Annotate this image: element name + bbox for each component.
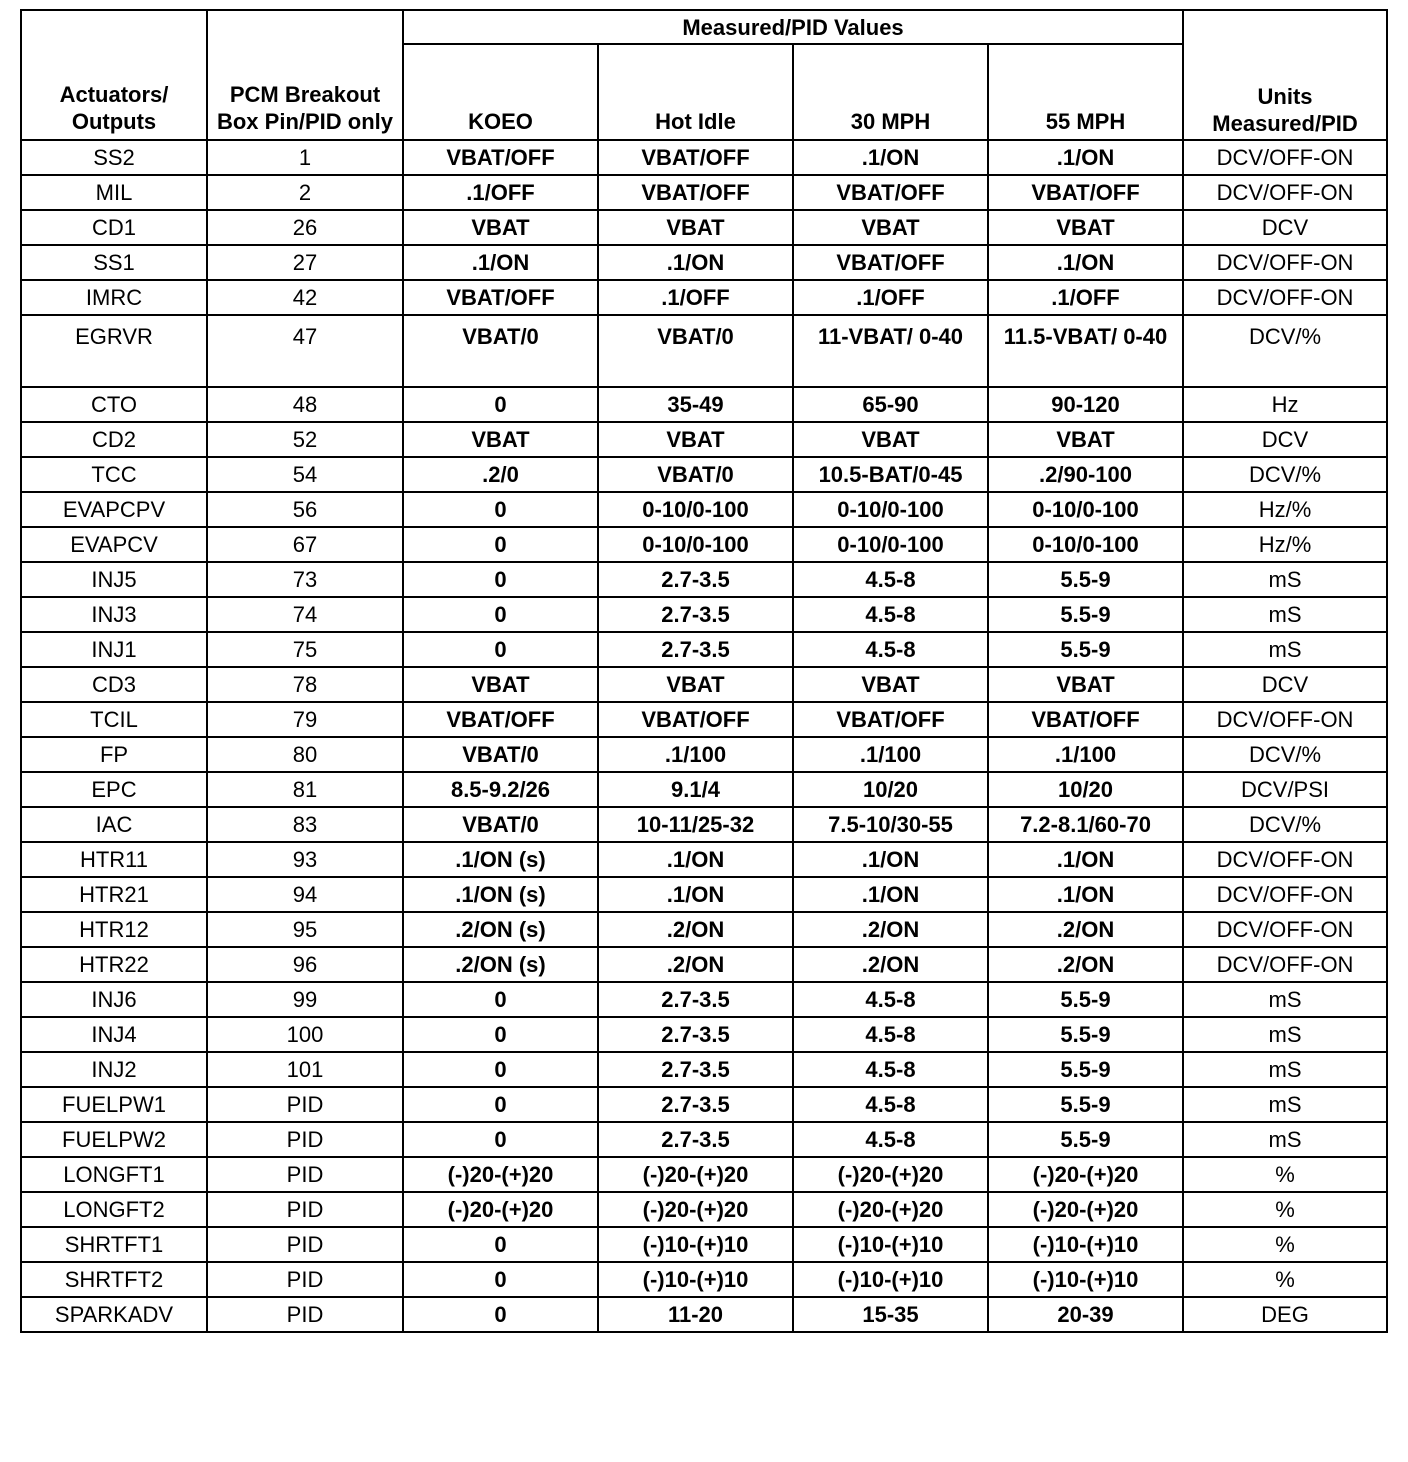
cell-55-mph: .2/ON bbox=[988, 912, 1183, 947]
cell-hot-idle: VBAT bbox=[598, 667, 793, 702]
cell-units: mS bbox=[1183, 1052, 1387, 1087]
cell-koeo: VBAT/0 bbox=[403, 737, 598, 772]
cell-30-mph: (-)20-(+)20 bbox=[793, 1192, 988, 1227]
cell-hot-idle: .1/OFF bbox=[598, 280, 793, 315]
cell-30-mph: (-)20-(+)20 bbox=[793, 1157, 988, 1192]
cell-units: mS bbox=[1183, 1087, 1387, 1122]
cell-hot-idle: .2/ON bbox=[598, 947, 793, 982]
table-row bbox=[21, 1052, 1387, 1087]
cell-55-mph: (-)10-(+)10 bbox=[988, 1262, 1183, 1297]
cell-hot-idle: VBAT/OFF bbox=[598, 175, 793, 210]
cell-pin: 67 bbox=[207, 527, 403, 562]
cell-55-mph: 5.5-9 bbox=[988, 1017, 1183, 1052]
cell-hot-idle: 11-20 bbox=[598, 1297, 793, 1332]
table-row bbox=[21, 1262, 1387, 1297]
cell-hot-idle: 2.7-3.5 bbox=[598, 982, 793, 1017]
cell-hot-idle: 2.7-3.5 bbox=[598, 1052, 793, 1087]
cell-koeo: VBAT bbox=[403, 210, 598, 245]
cell-actuator: HTR22 bbox=[21, 947, 207, 982]
cell-55-mph: VBAT bbox=[988, 667, 1183, 702]
cell-pin: PID bbox=[207, 1262, 403, 1297]
cell-30-mph: 4.5-8 bbox=[793, 597, 988, 632]
cell-koeo: .1/OFF bbox=[403, 175, 598, 210]
table-row bbox=[21, 562, 1387, 597]
cell-koeo: VBAT/0 bbox=[403, 315, 598, 387]
cell-30-mph: 10/20 bbox=[793, 772, 988, 807]
cell-koeo: 0 bbox=[403, 1122, 598, 1157]
cell-koeo: VBAT/OFF bbox=[403, 702, 598, 737]
cell-units: DCV/% bbox=[1183, 315, 1387, 387]
cell-hot-idle: .1/ON bbox=[598, 877, 793, 912]
cell-actuator: INJ6 bbox=[21, 982, 207, 1017]
cell-hot-idle: 2.7-3.5 bbox=[598, 1017, 793, 1052]
cell-30-mph: 4.5-8 bbox=[793, 982, 988, 1017]
cell-koeo: 0 bbox=[403, 562, 598, 597]
table-row bbox=[21, 210, 1387, 245]
cell-actuator: HTR21 bbox=[21, 877, 207, 912]
cell-55-mph: 5.5-9 bbox=[988, 982, 1183, 1017]
cell-hot-idle: VBAT/0 bbox=[598, 315, 793, 387]
cell-pin: PID bbox=[207, 1087, 403, 1122]
table-row bbox=[21, 1227, 1387, 1262]
header-pin: PCM Breakout Box Pin/PID only bbox=[207, 10, 403, 140]
cell-hot-idle: (-)20-(+)20 bbox=[598, 1192, 793, 1227]
cell-actuator: LONGFT2 bbox=[21, 1192, 207, 1227]
cell-hot-idle: 2.7-3.5 bbox=[598, 1122, 793, 1157]
cell-hot-idle: VBAT/OFF bbox=[598, 702, 793, 737]
cell-units: DCV/PSI bbox=[1183, 772, 1387, 807]
cell-hot-idle: 10-11/25-32 bbox=[598, 807, 793, 842]
cell-hot-idle: 2.7-3.5 bbox=[598, 562, 793, 597]
header-units: Units Measured/PID bbox=[1183, 10, 1387, 140]
cell-30-mph: .1/100 bbox=[793, 737, 988, 772]
cell-hot-idle: 0-10/0-100 bbox=[598, 527, 793, 562]
cell-55-mph: .1/100 bbox=[988, 737, 1183, 772]
cell-pin: 47 bbox=[207, 315, 403, 387]
cell-koeo: 0 bbox=[403, 982, 598, 1017]
cell-pin: 74 bbox=[207, 597, 403, 632]
table-row bbox=[21, 1297, 1387, 1332]
cell-pin: 95 bbox=[207, 912, 403, 947]
cell-55-mph: .1/ON bbox=[988, 877, 1183, 912]
table-row bbox=[21, 982, 1387, 1017]
cell-actuator: SHRTFT2 bbox=[21, 1262, 207, 1297]
cell-hot-idle: VBAT/0 bbox=[598, 457, 793, 492]
cell-koeo: 0 bbox=[403, 1087, 598, 1122]
cell-30-mph: 4.5-8 bbox=[793, 1017, 988, 1052]
cell-units: DCV/% bbox=[1183, 807, 1387, 842]
cell-units: mS bbox=[1183, 982, 1387, 1017]
cell-pin: 42 bbox=[207, 280, 403, 315]
cell-units: DCV/OFF-ON bbox=[1183, 175, 1387, 210]
cell-55-mph: VBAT bbox=[988, 210, 1183, 245]
cell-actuator: INJ4 bbox=[21, 1017, 207, 1052]
cell-actuator: CD2 bbox=[21, 422, 207, 457]
cell-koeo: .2/ON (s) bbox=[403, 947, 598, 982]
cell-units: Hz/% bbox=[1183, 527, 1387, 562]
table-row bbox=[21, 457, 1387, 492]
cell-55-mph: 5.5-9 bbox=[988, 632, 1183, 667]
cell-koeo: .1/ON bbox=[403, 245, 598, 280]
table-row bbox=[21, 737, 1387, 772]
header-actuators: Actuators/ Outputs bbox=[21, 10, 207, 140]
cell-30-mph: VBAT bbox=[793, 210, 988, 245]
cell-units: DCV/OFF-ON bbox=[1183, 947, 1387, 982]
cell-units: DCV/OFF-ON bbox=[1183, 912, 1387, 947]
cell-30-mph: VBAT bbox=[793, 422, 988, 457]
cell-koeo: .2/0 bbox=[403, 457, 598, 492]
cell-30-mph: 4.5-8 bbox=[793, 562, 988, 597]
cell-30-mph: 0-10/0-100 bbox=[793, 527, 988, 562]
cell-30-mph: .1/ON bbox=[793, 842, 988, 877]
cell-actuator: FP bbox=[21, 737, 207, 772]
cell-55-mph: 0-10/0-100 bbox=[988, 527, 1183, 562]
cell-hot-idle: .1/ON bbox=[598, 245, 793, 280]
cell-actuator: CD3 bbox=[21, 667, 207, 702]
cell-55-mph: 7.2-8.1/60-70 bbox=[988, 807, 1183, 842]
cell-actuator: FUELPW1 bbox=[21, 1087, 207, 1122]
cell-hot-idle: (-)20-(+)20 bbox=[598, 1157, 793, 1192]
cell-actuator: CD1 bbox=[21, 210, 207, 245]
cell-55-mph: VBAT bbox=[988, 422, 1183, 457]
header-hot-idle: Hot Idle bbox=[598, 44, 793, 140]
cell-units: Hz/% bbox=[1183, 492, 1387, 527]
table-row bbox=[21, 807, 1387, 842]
cell-actuator: LONGFT1 bbox=[21, 1157, 207, 1192]
cell-units: DEG bbox=[1183, 1297, 1387, 1332]
cell-30-mph: 4.5-8 bbox=[793, 1052, 988, 1087]
cell-30-mph: VBAT bbox=[793, 667, 988, 702]
cell-pin: 54 bbox=[207, 457, 403, 492]
cell-30-mph: .1/ON bbox=[793, 140, 988, 175]
cell-pin: PID bbox=[207, 1157, 403, 1192]
cell-koeo: VBAT bbox=[403, 667, 598, 702]
cell-koeo: VBAT/OFF bbox=[403, 140, 598, 175]
pid-values-table bbox=[20, 9, 1388, 1333]
cell-55-mph: .1/ON bbox=[988, 140, 1183, 175]
cell-pin: PID bbox=[207, 1122, 403, 1157]
cell-koeo: .1/ON (s) bbox=[403, 842, 598, 877]
cell-55-mph: (-)20-(+)20 bbox=[988, 1157, 1183, 1192]
table-row bbox=[21, 772, 1387, 807]
cell-koeo: VBAT/OFF bbox=[403, 280, 598, 315]
cell-units: DCV/OFF-ON bbox=[1183, 245, 1387, 280]
header-koeo: KOEO bbox=[403, 44, 598, 140]
cell-30-mph: VBAT/OFF bbox=[793, 702, 988, 737]
cell-pin: 101 bbox=[207, 1052, 403, 1087]
cell-hot-idle: 9.1/4 bbox=[598, 772, 793, 807]
table-row bbox=[21, 597, 1387, 632]
cell-hot-idle: VBAT bbox=[598, 422, 793, 457]
cell-units: DCV/OFF-ON bbox=[1183, 842, 1387, 877]
table-row bbox=[21, 315, 1387, 387]
cell-pin: 80 bbox=[207, 737, 403, 772]
cell-55-mph: .1/ON bbox=[988, 245, 1183, 280]
cell-actuator: TCC bbox=[21, 457, 207, 492]
cell-55-mph: .2/90-100 bbox=[988, 457, 1183, 492]
cell-55-mph: 10/20 bbox=[988, 772, 1183, 807]
cell-units: mS bbox=[1183, 562, 1387, 597]
cell-koeo: .2/ON (s) bbox=[403, 912, 598, 947]
cell-actuator: INJ2 bbox=[21, 1052, 207, 1087]
cell-actuator: CTO bbox=[21, 387, 207, 422]
cell-units: mS bbox=[1183, 597, 1387, 632]
cell-hot-idle: (-)10-(+)10 bbox=[598, 1262, 793, 1297]
cell-pin: 2 bbox=[207, 175, 403, 210]
cell-30-mph: VBAT/OFF bbox=[793, 245, 988, 280]
cell-pin: 100 bbox=[207, 1017, 403, 1052]
cell-actuator: EVAPCV bbox=[21, 527, 207, 562]
cell-30-mph: .2/ON bbox=[793, 947, 988, 982]
cell-30-mph: VBAT/OFF bbox=[793, 175, 988, 210]
table-row bbox=[21, 842, 1387, 877]
cell-hot-idle: VBAT/OFF bbox=[598, 140, 793, 175]
table-row bbox=[21, 877, 1387, 912]
cell-koeo: 0 bbox=[403, 527, 598, 562]
cell-55-mph: .1/OFF bbox=[988, 280, 1183, 315]
table-row bbox=[21, 632, 1387, 667]
table-row bbox=[21, 422, 1387, 457]
table-row bbox=[21, 912, 1387, 947]
cell-30-mph: .1/ON bbox=[793, 877, 988, 912]
cell-55-mph: VBAT/OFF bbox=[988, 175, 1183, 210]
cell-pin: PID bbox=[207, 1297, 403, 1332]
cell-pin: 78 bbox=[207, 667, 403, 702]
cell-30-mph: 4.5-8 bbox=[793, 1087, 988, 1122]
cell-55-mph: 0-10/0-100 bbox=[988, 492, 1183, 527]
cell-actuator: INJ5 bbox=[21, 562, 207, 597]
table-row bbox=[21, 667, 1387, 702]
cell-units: DCV/OFF-ON bbox=[1183, 280, 1387, 315]
cell-pin: PID bbox=[207, 1192, 403, 1227]
cell-55-mph: 90-120 bbox=[988, 387, 1183, 422]
table-row bbox=[21, 1087, 1387, 1122]
table-row bbox=[21, 175, 1387, 210]
cell-pin: 99 bbox=[207, 982, 403, 1017]
cell-30-mph: 15-35 bbox=[793, 1297, 988, 1332]
cell-55-mph: (-)20-(+)20 bbox=[988, 1192, 1183, 1227]
cell-actuator: INJ3 bbox=[21, 597, 207, 632]
table-row bbox=[21, 527, 1387, 562]
cell-koeo: 0 bbox=[403, 387, 598, 422]
cell-koeo: 0 bbox=[403, 1227, 598, 1262]
table-row bbox=[21, 492, 1387, 527]
cell-units: % bbox=[1183, 1227, 1387, 1262]
cell-units: DCV/OFF-ON bbox=[1183, 702, 1387, 737]
cell-units: mS bbox=[1183, 1122, 1387, 1157]
cell-30-mph: 0-10/0-100 bbox=[793, 492, 988, 527]
cell-pin: 93 bbox=[207, 842, 403, 877]
cell-actuator: EPC bbox=[21, 772, 207, 807]
cell-pin: 73 bbox=[207, 562, 403, 597]
cell-koeo: 0 bbox=[403, 1017, 598, 1052]
cell-koeo: 8.5-9.2/26 bbox=[403, 772, 598, 807]
cell-koeo: 0 bbox=[403, 1297, 598, 1332]
cell-hot-idle: .1/ON bbox=[598, 842, 793, 877]
cell-units: Hz bbox=[1183, 387, 1387, 422]
cell-units: DCV/OFF-ON bbox=[1183, 140, 1387, 175]
table-row bbox=[21, 140, 1387, 175]
cell-pin: 81 bbox=[207, 772, 403, 807]
cell-30-mph: .2/ON bbox=[793, 912, 988, 947]
cell-55-mph: .1/ON bbox=[988, 842, 1183, 877]
cell-pin: 1 bbox=[207, 140, 403, 175]
cell-pin: 96 bbox=[207, 947, 403, 982]
cell-55-mph: VBAT/OFF bbox=[988, 702, 1183, 737]
cell-units: DCV bbox=[1183, 667, 1387, 702]
cell-pin: 56 bbox=[207, 492, 403, 527]
cell-actuator: MIL bbox=[21, 175, 207, 210]
cell-55-mph: 5.5-9 bbox=[988, 1052, 1183, 1087]
cell-actuator: FUELPW2 bbox=[21, 1122, 207, 1157]
table-row bbox=[21, 387, 1387, 422]
cell-30-mph: 10.5-BAT/0-45 bbox=[793, 457, 988, 492]
cell-koeo: VBAT bbox=[403, 422, 598, 457]
cell-pin: 52 bbox=[207, 422, 403, 457]
cell-units: DCV/% bbox=[1183, 457, 1387, 492]
cell-hot-idle: 2.7-3.5 bbox=[598, 1087, 793, 1122]
cell-pin: 94 bbox=[207, 877, 403, 912]
cell-koeo: VBAT/0 bbox=[403, 807, 598, 842]
cell-55-mph: .2/ON bbox=[988, 947, 1183, 982]
cell-30-mph: .1/OFF bbox=[793, 280, 988, 315]
cell-units: DCV bbox=[1183, 210, 1387, 245]
cell-actuator: IMRC bbox=[21, 280, 207, 315]
cell-pin: 26 bbox=[207, 210, 403, 245]
cell-55-mph: 5.5-9 bbox=[988, 562, 1183, 597]
cell-55-mph: 5.5-9 bbox=[988, 597, 1183, 632]
cell-actuator: HTR11 bbox=[21, 842, 207, 877]
cell-pin: 48 bbox=[207, 387, 403, 422]
table-row bbox=[21, 1157, 1387, 1192]
cell-actuator: EVAPCPV bbox=[21, 492, 207, 527]
table-row bbox=[21, 702, 1387, 737]
cell-hot-idle: .2/ON bbox=[598, 912, 793, 947]
cell-30-mph: 4.5-8 bbox=[793, 1122, 988, 1157]
header-55-mph: 55 MPH bbox=[988, 44, 1183, 140]
cell-hot-idle: .1/100 bbox=[598, 737, 793, 772]
cell-actuator: EGRVR bbox=[21, 315, 207, 387]
cell-units: mS bbox=[1183, 632, 1387, 667]
cell-55-mph: (-)10-(+)10 bbox=[988, 1227, 1183, 1262]
table-row bbox=[21, 1017, 1387, 1052]
cell-actuator: SS2 bbox=[21, 140, 207, 175]
cell-actuator: SPARKADV bbox=[21, 1297, 207, 1332]
cell-units: DCV bbox=[1183, 422, 1387, 457]
cell-hot-idle: 0-10/0-100 bbox=[598, 492, 793, 527]
table-row bbox=[21, 1192, 1387, 1227]
cell-koeo: (-)20-(+)20 bbox=[403, 1157, 598, 1192]
cell-pin: 75 bbox=[207, 632, 403, 667]
cell-actuator: HTR12 bbox=[21, 912, 207, 947]
cell-units: DCV/OFF-ON bbox=[1183, 877, 1387, 912]
table-body bbox=[21, 140, 1387, 1332]
cell-pin: PID bbox=[207, 1227, 403, 1262]
header-measured-group: Measured/PID Values bbox=[403, 10, 1183, 44]
table-row bbox=[21, 1122, 1387, 1157]
cell-30-mph: 11-VBAT/ 0-40 bbox=[793, 315, 988, 387]
cell-units: % bbox=[1183, 1262, 1387, 1297]
cell-koeo: 0 bbox=[403, 597, 598, 632]
cell-30-mph: 4.5-8 bbox=[793, 632, 988, 667]
cell-actuator: IAC bbox=[21, 807, 207, 842]
cell-30-mph: 7.5-10/30-55 bbox=[793, 807, 988, 842]
cell-pin: 83 bbox=[207, 807, 403, 842]
cell-koeo: 0 bbox=[403, 632, 598, 667]
cell-30-mph: (-)10-(+)10 bbox=[793, 1262, 988, 1297]
table-row bbox=[21, 947, 1387, 982]
cell-pin: 27 bbox=[207, 245, 403, 280]
cell-actuator: SHRTFT1 bbox=[21, 1227, 207, 1262]
cell-pin: 79 bbox=[207, 702, 403, 737]
cell-actuator: TCIL bbox=[21, 702, 207, 737]
cell-units: % bbox=[1183, 1157, 1387, 1192]
cell-koeo: (-)20-(+)20 bbox=[403, 1192, 598, 1227]
cell-actuator: SS1 bbox=[21, 245, 207, 280]
header-30-mph: 30 MPH bbox=[793, 44, 988, 140]
cell-30-mph: (-)10-(+)10 bbox=[793, 1227, 988, 1262]
cell-koeo: 0 bbox=[403, 492, 598, 527]
cell-30-mph: 65-90 bbox=[793, 387, 988, 422]
cell-hot-idle: 2.7-3.5 bbox=[598, 632, 793, 667]
cell-koeo: .1/ON (s) bbox=[403, 877, 598, 912]
cell-units: mS bbox=[1183, 1017, 1387, 1052]
cell-55-mph: 11.5-VBAT/ 0-40 bbox=[988, 315, 1183, 387]
cell-55-mph: 5.5-9 bbox=[988, 1122, 1183, 1157]
table-row bbox=[21, 245, 1387, 280]
cell-55-mph: 5.5-9 bbox=[988, 1087, 1183, 1122]
cell-koeo: 0 bbox=[403, 1052, 598, 1087]
cell-koeo: 0 bbox=[403, 1262, 598, 1297]
cell-hot-idle: 2.7-3.5 bbox=[598, 597, 793, 632]
cell-hot-idle: 35-49 bbox=[598, 387, 793, 422]
cell-55-mph: 20-39 bbox=[988, 1297, 1183, 1332]
cell-hot-idle: VBAT bbox=[598, 210, 793, 245]
cell-actuator: INJ1 bbox=[21, 632, 207, 667]
cell-hot-idle: (-)10-(+)10 bbox=[598, 1227, 793, 1262]
cell-units: % bbox=[1183, 1192, 1387, 1227]
cell-units: DCV/% bbox=[1183, 737, 1387, 772]
table-row bbox=[21, 280, 1387, 315]
